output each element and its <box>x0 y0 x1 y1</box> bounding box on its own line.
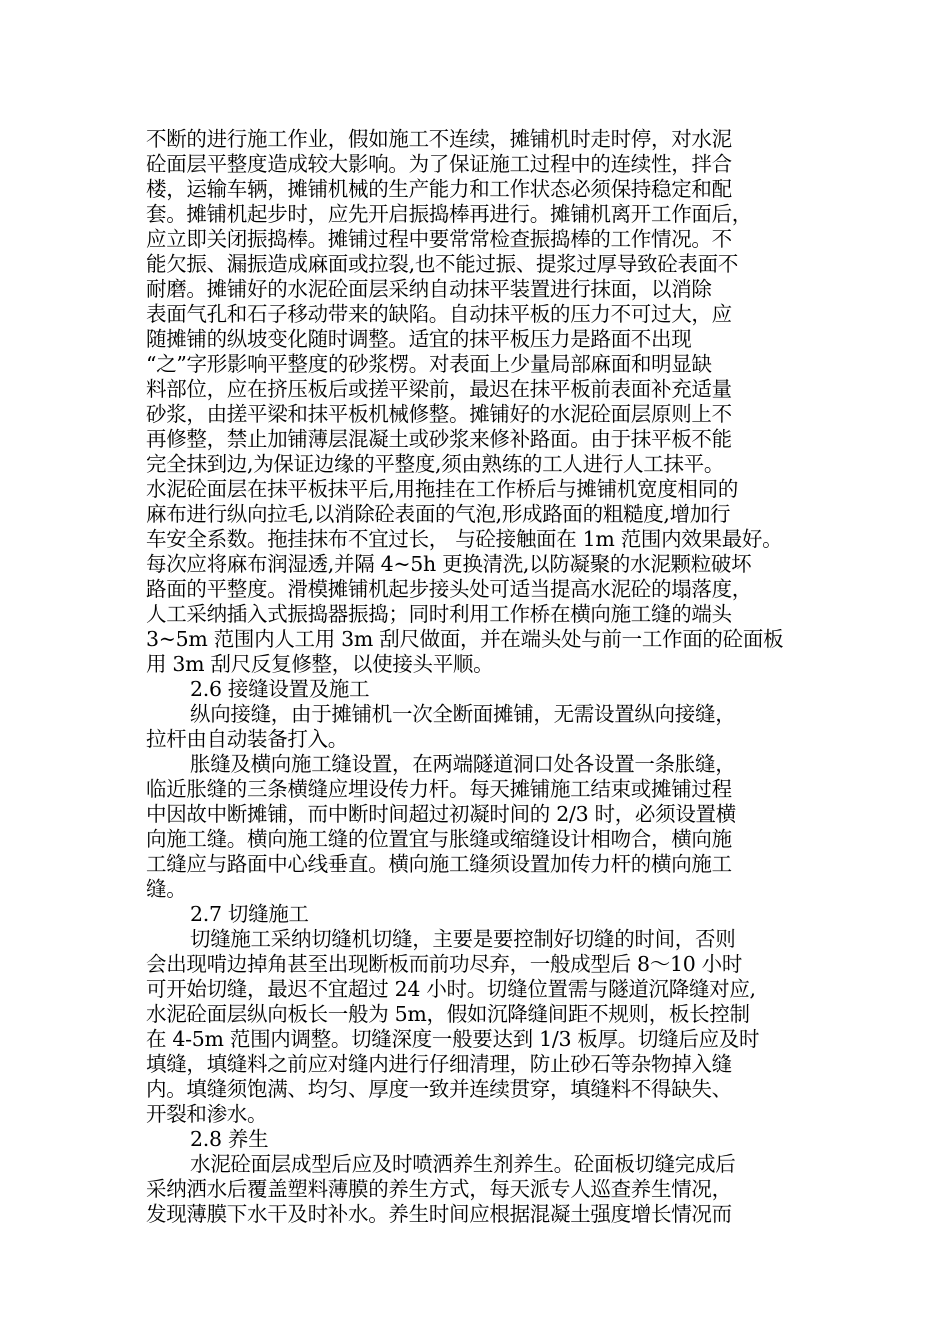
section-heading-2-7: 2.7 切缝施工 <box>190 902 309 926</box>
body-line: 水泥砼面层成型后应及时喷洒养生剂养生。砼面板切缝完成后 <box>190 1152 736 1176</box>
body-line: 纵向接缝，由于摊铺机一次全断面摊铺，无需设置纵向接缝， <box>190 702 736 726</box>
body-line: 人工采纳插入式振捣器振捣；同时利用工作桥在横向施工缝的端头 <box>146 602 732 626</box>
body-line: 应立即关闭振捣棒。摊铺过程中要常常检查振捣棒的工作情况。不 <box>146 227 732 251</box>
body-line: 水泥砼面层纵向板长一般为 5m，假如沉降缝间距不规则，板长控制 <box>146 1002 750 1026</box>
body-line: 完全抹到边,为保证边缘的平整度,须由熟练的工人进行人工抹平。 <box>146 452 725 476</box>
body-line: 水泥砼面层在抹平板抹平后,用拖挂在工作桥后与摊铺机宽度相同的 <box>146 477 739 501</box>
body-line: 填缝，填缝料之前应对缝内进行仔细清理，防止砂石等杂物掉入缝 <box>146 1052 732 1076</box>
body-line: 砂浆，由搓平梁和抹平板机械修整。摊铺好的水泥砼面层原则上不 <box>146 402 732 426</box>
section-heading-2-8: 2.8 养生 <box>190 1127 269 1151</box>
body-line: 能欠振、漏振造成麻面或拉裂,也不能过振、提浆过厚导致砼表面不 <box>146 252 739 276</box>
body-line: “之”字形影响平整度的砂浆楞。对表面上少量局部麻面和明显缺 <box>146 352 712 376</box>
body-line: 开裂和渗水。 <box>146 1102 268 1126</box>
body-line: 用 3m 刮尺反复修整，以使接头平顺。 <box>146 652 494 676</box>
section-heading-2-6: 2.6 接缝设置及施工 <box>190 677 370 701</box>
body-line: 切缝施工采纳切缝机切缝，主要是要控制好切缝的时间，否则 <box>190 927 736 951</box>
body-line: 在 4-5m 范围内调整。切缝深度一般要达到 1/3 板厚。切缝后应及时 <box>146 1027 760 1051</box>
body-line: 每次应将麻布润湿透,并隔 4~5h 更换清洗,以防凝聚的水泥颗粒破坏 <box>146 552 752 576</box>
body-line: 耐磨。摊铺好的水泥砼面层采纳自动抹平装置进行抹面，以消除 <box>146 277 712 301</box>
body-line: 缝。 <box>146 877 187 901</box>
body-line: 砼面层平整度造成较大影响。为了保证施工过程中的连续性，拌合 <box>146 152 732 176</box>
body-line: 胀缝及横向施工缝设置，在两端隧道洞口处各设置一条胀缝， <box>190 752 736 776</box>
body-line: 拉杆由自动装备打入。 <box>146 727 348 751</box>
body-line: 采纳洒水后覆盖塑料薄膜的养生方式，每天派专人巡查养生情况， <box>146 1177 732 1201</box>
body-line: 楼，运输车辆，摊铺机械的生产能力和工作状态必须保持稳定和配 <box>146 177 732 201</box>
body-line: 中因故中断摊铺，而中断时间超过初凝时间的 2/3 时，必须设置横 <box>146 802 736 826</box>
body-line: 发现薄膜下水干及时补水。养生时间应根据混凝土强度增长情况而 <box>146 1202 732 1226</box>
body-line: 临近胀缝的三条横缝应埋设传力杆。每天摊铺施工结束或摊铺过程 <box>146 777 732 801</box>
body-line: 向施工缝。横向施工缝的位置宜与胀缝或缩缝设计相吻合，横向施 <box>146 827 732 851</box>
body-line: 车安全系数。拖挂抹布不宜过长， 与砼接触面在 1m 范围内效果最好。 <box>146 527 783 551</box>
body-line: 套。摊铺机起步时，应先开启振捣棒再进行。摊铺机离开工作面后， <box>146 202 752 226</box>
body-line: 工缝应与路面中心线垂直。横向施工缝须设置加传力杆的横向施工 <box>146 852 732 876</box>
body-line: 路面的平整度。滑模摊铺机起步接头处可适当提高水泥砼的塌落度， <box>146 577 752 601</box>
body-line: 不断的进行施工作业，假如施工不连续，摊铺机时走时停，对水泥 <box>146 127 732 151</box>
body-line: 内。填缝须饱满、均匀、厚度一致并连续贯穿，填缝料不得缺失、 <box>146 1077 732 1101</box>
body-line: 再修整，禁止加铺薄层混凝土或砂浆来修补路面。由于抹平板不能 <box>146 427 732 451</box>
body-line: 会出现啃边掉角甚至出现断板而前功尽弃，一般成型后 8～10 小时 <box>146 952 743 976</box>
body-line: 表面气孔和石子移动带来的缺陷。自动抹平板的压力不可过大，应 <box>146 302 732 326</box>
body-line: 麻布进行纵向拉毛,以消除砼表面的气泡,形成路面的粗糙度,增加行 <box>146 502 731 526</box>
body-line: 随摊铺的纵坡变化随时调整。适宜的抹平板压力是路面不出现 <box>146 327 692 351</box>
body-line: 可开始切缝，最迟不宜超过 24 小时。切缝位置需与隧道沉降缝对应, <box>146 977 756 1001</box>
body-line: 3~5m 范围内人工用 3m 刮尺做面，并在端头处与前一工作面的砼面板 <box>146 627 784 651</box>
body-line: 料部位，应在挤压板后或搓平梁前，最迟在抹平板前表面补充适量 <box>146 377 732 401</box>
